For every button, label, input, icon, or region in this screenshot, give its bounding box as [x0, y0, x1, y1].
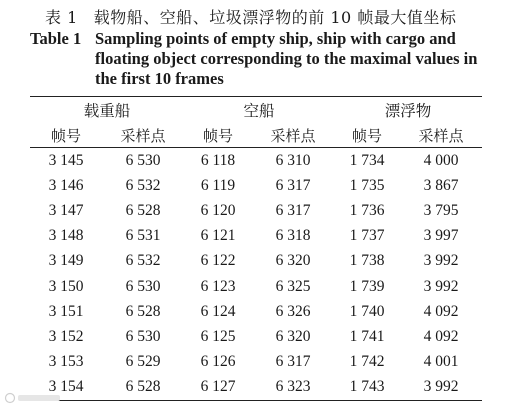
table-cell: 6 532	[125, 252, 161, 270]
table-row	[30, 249, 482, 274]
table-cell: 3 147	[48, 201, 84, 219]
table-cell: 6 530	[125, 327, 161, 345]
group-header-row	[30, 97, 482, 122]
table-row	[30, 324, 482, 349]
table-cell: 6 118	[200, 151, 236, 169]
table-cell: 6 530	[125, 151, 161, 169]
column-header: 采样点	[102, 121, 184, 148]
table-cell: 1 736	[349, 201, 385, 219]
table-cell: 1 735	[349, 176, 385, 194]
table-cell: 6 317	[275, 201, 311, 219]
table-cell: 3 146	[48, 176, 84, 194]
table-body	[30, 148, 482, 401]
table-cell: 3 153	[48, 353, 84, 371]
table-cell: 3 867	[423, 176, 459, 194]
table-cell: 6 317	[275, 353, 311, 371]
table-cell: 3 145	[48, 151, 84, 169]
table-cell: 1 738	[349, 252, 385, 270]
table-row	[30, 274, 482, 299]
table-cell: 6 124	[200, 302, 236, 320]
table-row	[30, 148, 482, 174]
column-header: 帧号	[334, 121, 400, 148]
table-cell: 6 126	[200, 353, 236, 371]
table-cell: 3 992	[400, 375, 482, 401]
column-header: 采样点	[252, 121, 334, 148]
column-header: 采样点	[400, 121, 482, 148]
table-cell: 1 743	[334, 375, 400, 401]
table-row	[30, 224, 482, 249]
table-cell: 3 154	[30, 375, 102, 401]
table-cell: 6 122	[200, 252, 236, 270]
caption-chinese	[45, 5, 456, 28]
caption-en-title: Sampling points of empty ship, ship with cargo and floating object corresponding to the maximal values in the first 10 frames	[95, 29, 478, 88]
group-header: 漂浮物	[334, 97, 482, 122]
column-header: 帧号	[184, 121, 252, 148]
table-row	[30, 198, 482, 223]
watermark	[4, 392, 64, 407]
table-row	[30, 173, 482, 198]
table-cell: 1 740	[349, 302, 385, 320]
group-header: 载重船	[30, 97, 184, 122]
table-cell: 6 317	[275, 176, 311, 194]
table-row	[30, 350, 482, 375]
table-cell: 1 739	[349, 277, 385, 295]
table-cell: 6 530	[125, 277, 161, 295]
table-cell: 4 000	[423, 151, 459, 169]
table-cell: 3 151	[48, 302, 84, 320]
table-cell: 4 092	[423, 327, 459, 345]
caption-cn-label: 表 1	[45, 8, 78, 27]
table-cell: 6 120	[200, 201, 236, 219]
table-cell: 1 737	[349, 227, 385, 245]
table-cell: 3 149	[48, 252, 84, 270]
table-cell: 6 320	[275, 327, 311, 345]
table-cell: 6 123	[200, 277, 236, 295]
table-cell: 6 528	[125, 302, 161, 320]
table-cell: 6 326	[275, 302, 311, 320]
table-cell: 1 741	[349, 327, 385, 345]
watermark-logo-icon	[4, 392, 64, 404]
table-cell: 3 150	[48, 277, 84, 295]
data-table	[30, 96, 482, 401]
caption-en-label: Table 1	[30, 29, 82, 48]
table-cell: 6 310	[275, 151, 311, 169]
column-header: 帧号	[30, 121, 102, 148]
table-cell: 6 121	[200, 227, 236, 245]
table-cell: 1 734	[349, 151, 385, 169]
table-cell: 1 742	[349, 353, 385, 371]
table-row	[30, 375, 482, 401]
column-header-row	[30, 121, 482, 148]
table-cell: 6 320	[275, 252, 311, 270]
table-cell: 6 528	[102, 375, 184, 401]
table-cell: 3 997	[423, 227, 459, 245]
table-cell: 6 529	[125, 353, 161, 371]
table-cell: 3 992	[423, 252, 459, 270]
table-cell: 3 148	[48, 227, 84, 245]
table-cell: 6 325	[275, 277, 311, 295]
caption-cn-title: 载物船、空船、垃圾漂浮物的前 10 帧最大值坐标	[93, 8, 457, 27]
table-cell: 4 092	[423, 302, 459, 320]
table-cell: 6 528	[125, 201, 161, 219]
table-cell: 6 323	[252, 375, 334, 401]
table-cell: 4 001	[423, 353, 459, 371]
group-header: 空船	[184, 97, 334, 122]
table-cell: 6 125	[200, 327, 236, 345]
table-cell: 6 531	[125, 227, 161, 245]
table-cell: 3 152	[48, 327, 84, 345]
table-cell: 6 127	[184, 375, 252, 401]
table-cell: 6 318	[275, 227, 311, 245]
table-row	[30, 299, 482, 324]
table-cell: 3 992	[423, 277, 459, 295]
table-cell: 3 795	[423, 201, 459, 219]
table-cell: 6 532	[125, 176, 161, 194]
table-cell: 6 119	[200, 176, 236, 194]
